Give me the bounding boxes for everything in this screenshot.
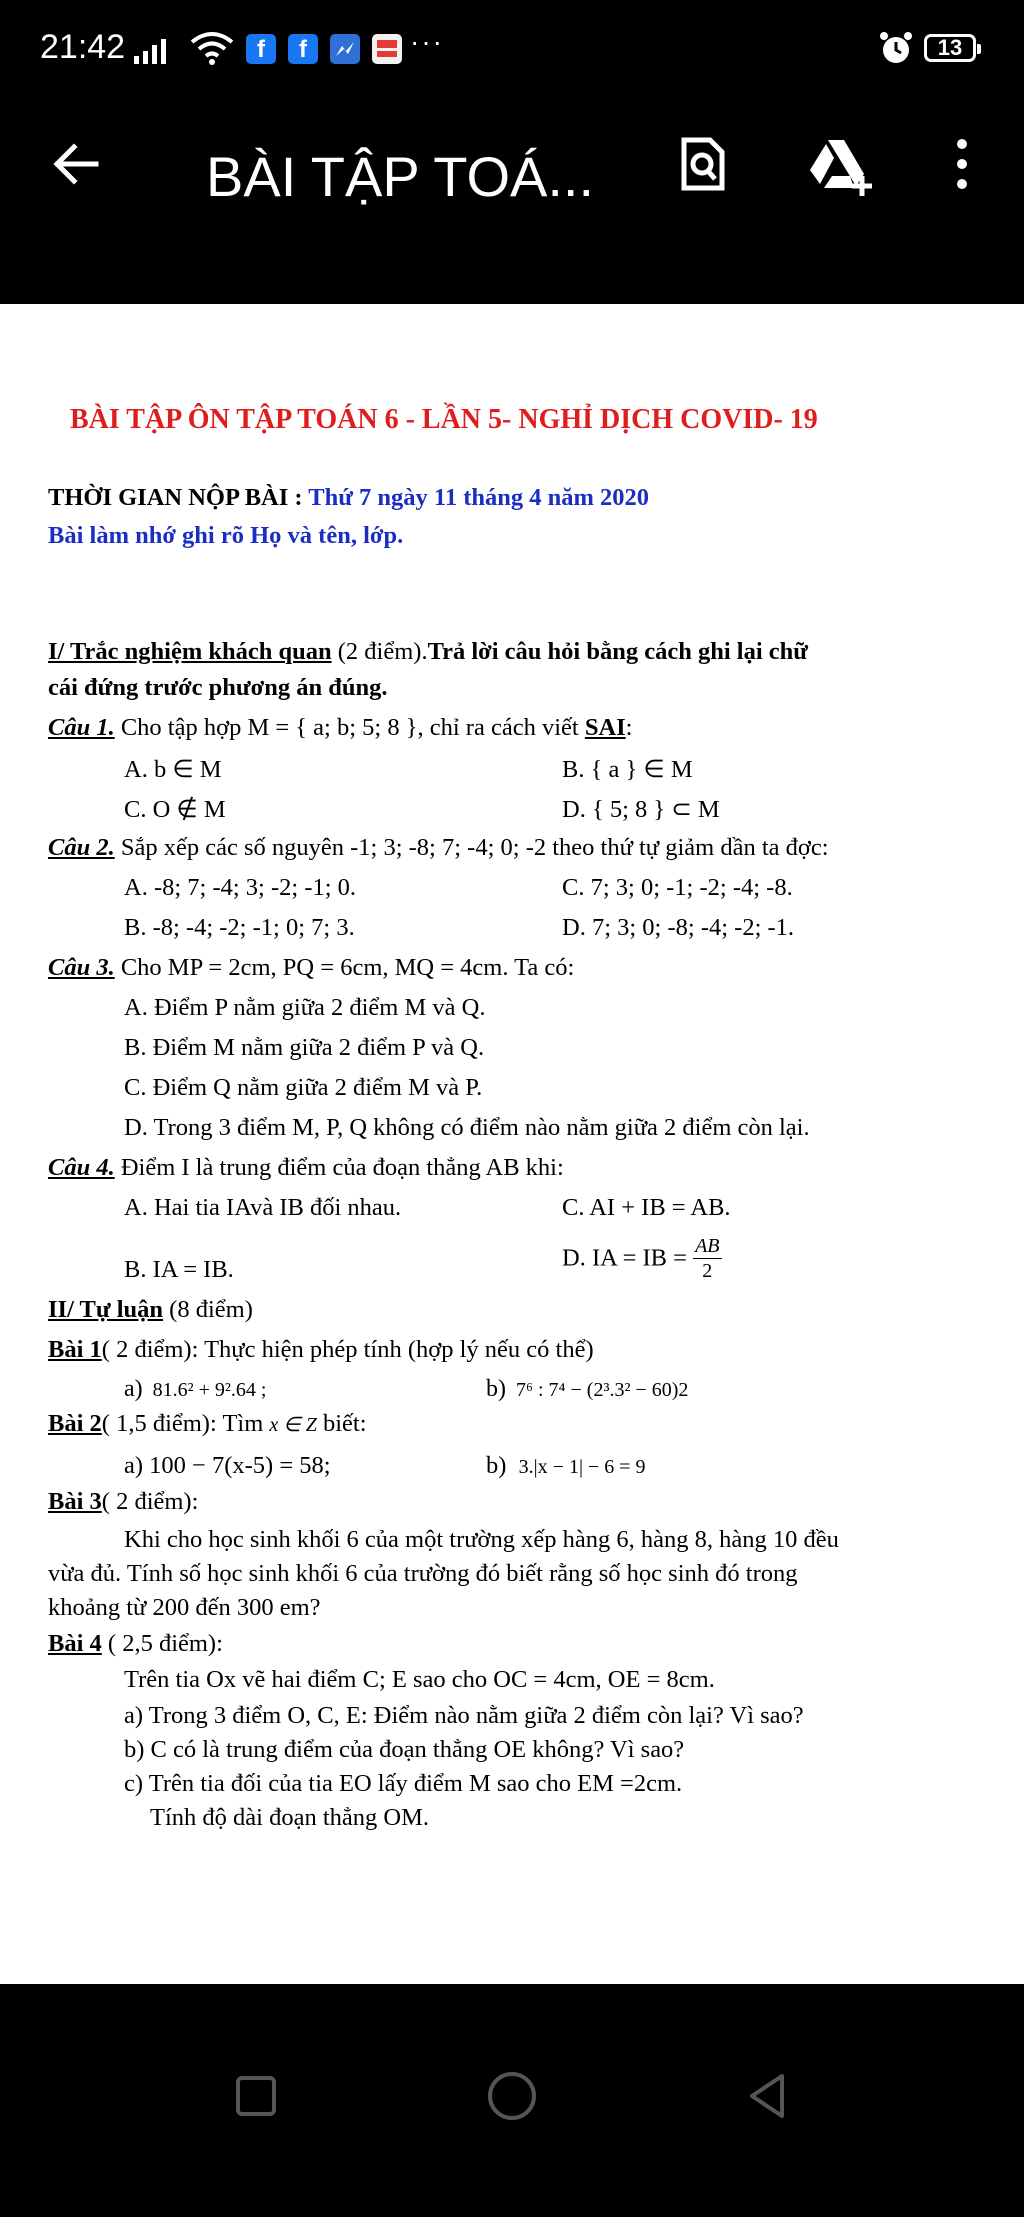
facebook-notification-icon: f <box>246 34 276 64</box>
exercise-3-line: Khi cho học sinh khối 6 của một trường xếp hàng 6, hàng 8, hàng 10 đều <box>124 1526 839 1553</box>
reminder-text: Bài làm nhớ ghi rõ Họ và tên, lớp. <box>48 522 404 549</box>
deadline-line <box>48 484 649 512</box>
exercise-4c: c) Trên tia đối của tia EO lấy điểm M sao cho EM =2cm. <box>124 1770 683 1797</box>
exercise-1 <box>48 1336 594 1364</box>
question-label: Câu 3. <box>48 954 115 981</box>
exercise-1a: a) 81.6² + 9².64 ; <box>124 1376 267 1402</box>
app-notification-icon <box>372 34 402 64</box>
answer-option: B. Điểm M nằm giữa 2 điểm P và Q. <box>124 1034 485 1061</box>
exercise-3-line: vừa đủ. Tính số học sinh khối 6 của trường đó biết rằng số học sinh đó trong <box>48 1560 798 1587</box>
section2-points: (8 điểm) <box>163 1296 253 1323</box>
answer-option: C. Điểm Q nằm giữa 2 điểm M và P. <box>124 1074 483 1101</box>
back-arrow-icon[interactable] <box>46 134 106 194</box>
facebook-notification-icon: f <box>288 34 318 64</box>
battery-icon: 13 <box>924 34 976 62</box>
answer-option: B. { a } ∈ M <box>562 756 693 783</box>
exercise-3 <box>48 1488 198 1516</box>
answer-option: D. 7; 3; 0; -8; -4; -2; -1. <box>562 914 795 941</box>
app-bar <box>0 100 1024 304</box>
section2-title-line <box>48 1296 253 1324</box>
deadline-label: THỜI GIAN NỘP BÀI : <box>48 484 309 511</box>
recents-icon[interactable] <box>228 2068 284 2124</box>
answer-option: C. O ∉ M <box>124 796 226 823</box>
question-2 <box>48 834 829 862</box>
section1-title-line <box>48 638 808 666</box>
question-text: Cho MP = 2cm, PQ = 6cm, MQ = 4cm. Ta có: <box>114 954 575 981</box>
question-text: Điểm I là trung điểm của đoạn thẳng AB khi: <box>114 1154 564 1181</box>
more-notifications-icon: ··· <box>410 26 444 57</box>
question-1: Câu 1. Cho tập hợp M = { a; b; 5; 8 }, chỉ ra cách viết SAI: <box>48 714 633 741</box>
more-options-icon[interactable] <box>944 134 980 194</box>
exercise-4 <box>48 1630 223 1658</box>
exercise-1b: b) 7⁶ : 7⁴ − (2³.3² − 60)2 <box>486 1376 689 1402</box>
answer-option: A. Điểm P nằm giữa 2 điểm M và Q. <box>124 994 486 1021</box>
document-heading: BÀI TẬP ÔN TẬP TOÁN 6 - LẦN 5- NGHỈ DỊCH COVID- 19 <box>70 404 818 435</box>
exercise-text: ( 2 điểm): <box>101 1488 199 1515</box>
exercise-text: ( 2,5 điểm): <box>101 1630 223 1657</box>
home-icon[interactable] <box>484 2068 540 2124</box>
section1-instruction: Trả lời câu hỏi bằng cách ghi lại chữ <box>427 638 808 665</box>
answer-option: D. { 5; 8 } ⊂ M <box>562 796 720 823</box>
answer-option: C. 7; 3; 0; -1; -2; -4; -8. <box>562 874 793 901</box>
answer-option: A. -8; 7; -4; 3; -2; -1; 0. <box>124 874 357 901</box>
question-label: Câu 4. <box>48 1154 115 1181</box>
question-3 <box>48 954 574 982</box>
section2-title: II/ Tự luận <box>48 1296 164 1323</box>
answer-option: A. Hai tia IAvà IB đối nhau. <box>124 1194 402 1221</box>
section1-points: (2 điểm). <box>331 638 428 665</box>
wifi-icon <box>190 30 234 66</box>
exercise-text: ( 1,5 điểm): Tìm <box>101 1410 270 1437</box>
add-to-drive-icon[interactable] <box>804 136 876 196</box>
answer-option-fraction: D. IA = IB = $\frac{AB}{2}$ <box>562 1235 720 1282</box>
system-navigation-bar <box>0 1984 1024 2217</box>
answer-option: D. Trong 3 điểm M, P, Q không có điểm nào nằm giữa 2 điểm còn lại. <box>124 1114 810 1141</box>
exercise-label: Bài 1 <box>48 1336 102 1363</box>
exercise-text: ( 2 điểm): Thực hiện phép tính (hợp lý nếu có thể) <box>101 1336 594 1363</box>
exercise-label: Bài 3 <box>48 1488 102 1515</box>
question-text: Sắp xếp các số nguyên -1; 3; -8; 7; -4; 0; -2 theo thứ tự giảm dần ta đợc: <box>114 834 829 861</box>
messenger-notification-icon <box>330 34 360 64</box>
question-emphasis: SAI <box>584 714 626 741</box>
document-title: BÀI TẬP TOÁ... <box>206 145 595 208</box>
exercise-4b: b) C có là trung điểm của đoạn thẳng OE không? Vì sao? <box>124 1736 685 1763</box>
deadline-value: Thứ 7 ngày 11 tháng 4 năm 2020 <box>308 484 650 511</box>
answer-option: B. IA = IB. <box>124 1256 234 1283</box>
alarm-icon <box>878 30 914 66</box>
question-4 <box>48 1154 564 1182</box>
find-in-document-icon[interactable] <box>672 134 732 194</box>
back-icon[interactable] <box>740 2068 796 2124</box>
exercise-2a: a) 100 − 7(x-5) = 58; <box>124 1452 331 1479</box>
answer-option: A. b ∈ M <box>124 756 222 783</box>
question-label: Câu 2. <box>48 834 115 861</box>
document-page <box>0 304 1024 1984</box>
exercise-4-line: Trên tia Ox vẽ hai điểm C; E sao cho OC = 4cm, OE = 8cm. <box>124 1666 715 1693</box>
exercise-3-line: khoảng từ 200 đến 300 em? <box>48 1594 321 1621</box>
exercise-4c-cont: Tính độ dài đoạn thẳng OM. <box>150 1804 429 1831</box>
question-text: Cho tập hợp M = { a; b; 5; 8 }, chỉ ra cách viết <box>114 714 585 741</box>
answer-option: C. AI + IB = AB. <box>562 1194 731 1221</box>
exercise-4a: a) Trong 3 điểm O, C, E: Điểm nào nằm giữa 2 điểm còn lại? Vì sao? <box>124 1702 804 1729</box>
status-bar <box>0 0 1024 100</box>
question-label: Câu 1. <box>48 714 115 741</box>
exercise-2: Bài 2( 1,5 điểm): Tìm x ∈ Z biết: <box>48 1410 367 1437</box>
exercise-label: Bài 4 <box>48 1630 102 1657</box>
exercise-label: Bài 2 <box>48 1410 102 1437</box>
signal-icon <box>134 34 166 64</box>
exercise-2b: b) 3.|x − 1| − 6 = 9 <box>486 1452 646 1479</box>
clock: 21:42 <box>40 28 126 66</box>
fraction: $\frac{AB}{2}$ <box>695 1235 720 1282</box>
section1-title: I/ Trắc nghiệm khách quan <box>48 638 332 665</box>
section1-instruction-cont: cái đứng trước phương án đúng. <box>48 674 388 701</box>
answer-option: B. -8; -4; -2; -1; 0; 7; 3. <box>124 914 355 941</box>
